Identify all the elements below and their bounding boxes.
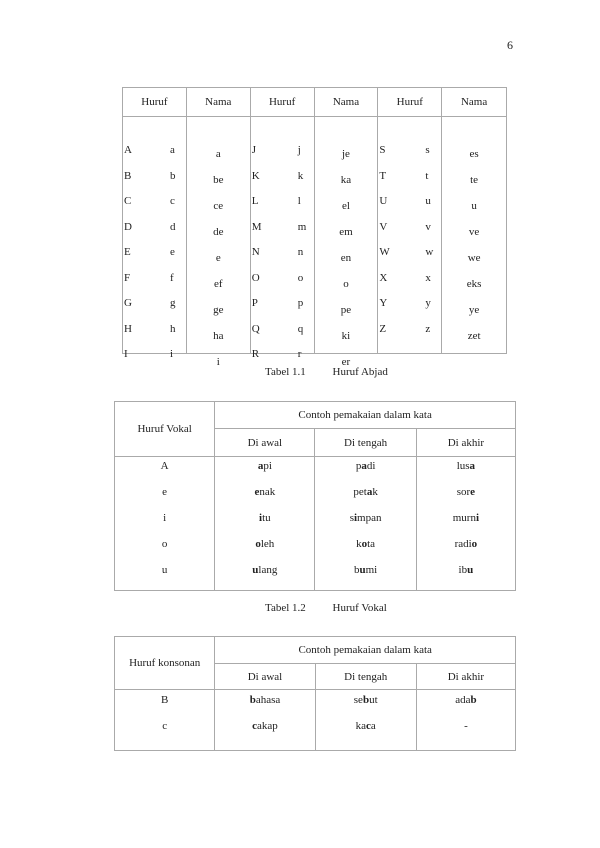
- example-word: kota: [356, 538, 376, 550]
- lowercase-letter: r: [297, 348, 302, 360]
- awal-column: [215, 690, 315, 751]
- example-word: kaca: [355, 720, 376, 732]
- name-cell: [442, 117, 507, 354]
- example-word: radio: [454, 538, 478, 550]
- lowercase-letter: l: [297, 195, 301, 207]
- example-word: simpan: [349, 512, 382, 524]
- lowercase-letter: a: [170, 144, 175, 156]
- lowercase-letter: v: [425, 220, 431, 233]
- vowel-letter: u: [161, 564, 168, 576]
- uppercase-letter: R: [251, 348, 260, 360]
- example-word: enak: [254, 486, 276, 498]
- vowel-letter: e: [162, 486, 168, 498]
- example-word: padi: [355, 460, 376, 472]
- letter-name: en: [340, 252, 352, 264]
- lowercase-letter: t: [425, 169, 429, 182]
- uppercase-letter: L: [251, 195, 259, 207]
- lowercase-letter: g: [170, 297, 176, 309]
- sub-header-awal: Di awal: [215, 664, 315, 690]
- lowercase-letter: x: [425, 271, 431, 284]
- tengah-column: [315, 457, 416, 591]
- example-word: sore: [456, 486, 476, 498]
- awal-column: [215, 457, 315, 591]
- example-word: bumi: [353, 564, 378, 576]
- letter-name: em: [339, 226, 353, 238]
- letter-cell: [250, 117, 314, 360]
- alphabet-table: [122, 87, 507, 368]
- letter-name: er: [341, 356, 351, 368]
- uppercase-letter: B: [124, 169, 132, 182]
- letter-name: a: [215, 148, 221, 160]
- span-header: Contoh pemakaian dalam kata: [215, 637, 516, 664]
- letter-name: ge: [213, 304, 224, 316]
- table-body-row: [115, 457, 516, 591]
- uppercase-letter: W: [379, 246, 390, 258]
- vowel-letter: A: [160, 460, 169, 472]
- uppercase-letter: I: [124, 348, 128, 360]
- caption-title: Huruf Abjad: [332, 366, 388, 378]
- letter-name: we: [467, 252, 481, 264]
- uppercase-letter: G: [124, 297, 132, 309]
- lowercase-letter: y: [425, 297, 431, 309]
- caption-title: Huruf Vokal: [332, 602, 387, 614]
- uppercase-letter: X: [379, 271, 388, 284]
- vowel-letter: B: [161, 694, 169, 706]
- uppercase-letter: U: [379, 195, 388, 207]
- uppercase-letter: H: [124, 322, 132, 335]
- uppercase-letter: D: [124, 220, 132, 233]
- letter-name: u: [471, 200, 477, 212]
- letter-cell: [123, 117, 187, 360]
- header-huruf-1: Huruf: [123, 88, 187, 117]
- lowercase-letter: e: [170, 246, 175, 258]
- name-cell: [314, 117, 378, 368]
- header-nama-3: Nama: [442, 88, 507, 117]
- letter-name: o: [343, 278, 349, 290]
- letter-name: el: [341, 200, 350, 212]
- row-header: Huruf Vokal: [115, 402, 215, 457]
- lowercase-letter: m: [297, 220, 307, 233]
- example-word: api: [257, 460, 272, 472]
- example-word: itu: [259, 512, 271, 524]
- uppercase-letter: Q: [251, 322, 260, 335]
- lowercase-letter: d: [170, 220, 176, 233]
- letter-name: zet: [467, 330, 481, 342]
- name-cell: [186, 117, 250, 368]
- uppercase-letter: F: [124, 271, 131, 284]
- example-word: -: [464, 720, 468, 732]
- letter-name: ef: [213, 278, 223, 290]
- letter-name: e: [215, 252, 221, 264]
- header-huruf-3: Huruf: [378, 88, 442, 117]
- letter-name: be: [213, 174, 224, 186]
- letter-name: ve: [468, 226, 480, 238]
- uppercase-letter: O: [251, 271, 260, 284]
- uppercase-letter: T: [379, 169, 387, 182]
- letter-name: de: [213, 226, 224, 238]
- table-header-row: [123, 88, 507, 117]
- example-word: adab: [455, 694, 477, 706]
- row-header: Huruf konsonan: [115, 637, 215, 690]
- uppercase-letter: N: [251, 246, 260, 258]
- vowel-letter: o: [161, 538, 168, 550]
- lowercase-letter: n: [297, 246, 304, 258]
- sub-header-akhir: Di akhir: [416, 664, 515, 690]
- akhir-column: [416, 690, 515, 751]
- table-header-row: [115, 402, 516, 429]
- lowercase-letter: q: [297, 322, 304, 335]
- example-word: murni: [452, 512, 480, 524]
- uppercase-letter: C: [124, 195, 132, 207]
- caption-number: Tabel 1.1: [265, 366, 306, 378]
- sub-header-tengah: Di tengah: [315, 429, 416, 457]
- lowercase-letter: o: [297, 271, 304, 284]
- example-word: ibu: [458, 564, 474, 576]
- table1-caption: [265, 366, 388, 378]
- lowercase-letter: u: [425, 195, 431, 207]
- uppercase-letter: J: [251, 144, 256, 156]
- uppercase-letter: E: [124, 246, 131, 258]
- span-header: Contoh pemakaian dalam kata: [215, 402, 516, 429]
- letter-name: es: [469, 148, 479, 160]
- letter-name: te: [470, 174, 479, 186]
- letter-name: ce: [213, 200, 224, 212]
- lowercase-letter: b: [170, 169, 176, 182]
- letter-name: eks: [466, 278, 482, 290]
- lowercase-letter: k: [297, 169, 304, 182]
- header-nama-1: Nama: [186, 88, 250, 117]
- letter-name: pe: [340, 304, 352, 316]
- lowercase-letter: c: [170, 195, 175, 207]
- uppercase-letter: M: [251, 220, 262, 233]
- akhir-column: [416, 457, 515, 591]
- letter-name: ha: [213, 330, 224, 342]
- example-word: bahasa: [249, 694, 281, 706]
- consonant-table: [114, 636, 516, 751]
- sub-header-awal: Di awal: [215, 429, 315, 457]
- letter-column: [115, 690, 215, 751]
- lowercase-letter: w: [425, 246, 434, 258]
- lowercase-letter: p: [297, 297, 304, 309]
- vowel-letter: i: [163, 512, 167, 524]
- page-number: 6: [507, 38, 513, 52]
- sub-header-akhir: Di akhir: [416, 429, 515, 457]
- uppercase-letter: Z: [379, 322, 387, 335]
- letter-cell: [378, 117, 442, 354]
- header-huruf-2: Huruf: [250, 88, 314, 117]
- uppercase-letter: Y: [379, 297, 388, 309]
- letter-name: i: [216, 356, 220, 368]
- letter-name: ye: [468, 304, 480, 316]
- example-word: ulang: [252, 564, 278, 576]
- example-word: sebut: [353, 694, 378, 706]
- letter-column: [115, 457, 215, 591]
- example-word: petak: [353, 486, 378, 498]
- table-body-row: [123, 117, 507, 354]
- table-body-row: [115, 690, 516, 751]
- uppercase-letter: V: [379, 220, 388, 233]
- example-word: lusa: [456, 460, 476, 472]
- example-word: cakap: [252, 720, 278, 732]
- letter-name: ka: [340, 174, 352, 186]
- table2-caption: [265, 602, 387, 614]
- letter-name: je: [341, 148, 350, 160]
- lowercase-letter: z: [425, 322, 431, 335]
- caption-number: Tabel 1.2: [265, 602, 306, 614]
- sub-header-tengah: Di tengah: [315, 664, 416, 690]
- tengah-column: [315, 690, 416, 751]
- uppercase-letter: K: [251, 169, 260, 182]
- header-nama-2: Nama: [314, 88, 378, 117]
- vowel-table: [114, 401, 516, 591]
- vowel-letter: c: [162, 720, 168, 732]
- letter-name: ki: [341, 330, 351, 342]
- lowercase-letter: i: [170, 348, 174, 360]
- lowercase-letter: j: [297, 144, 301, 156]
- uppercase-letter: S: [379, 144, 386, 156]
- uppercase-letter: A: [124, 144, 132, 156]
- lowercase-letter: h: [170, 322, 176, 335]
- lowercase-letter: s: [425, 144, 430, 156]
- uppercase-letter: P: [251, 297, 258, 309]
- table-header-row: [115, 637, 516, 664]
- lowercase-letter: f: [170, 271, 174, 284]
- example-word: oleh: [255, 538, 275, 550]
